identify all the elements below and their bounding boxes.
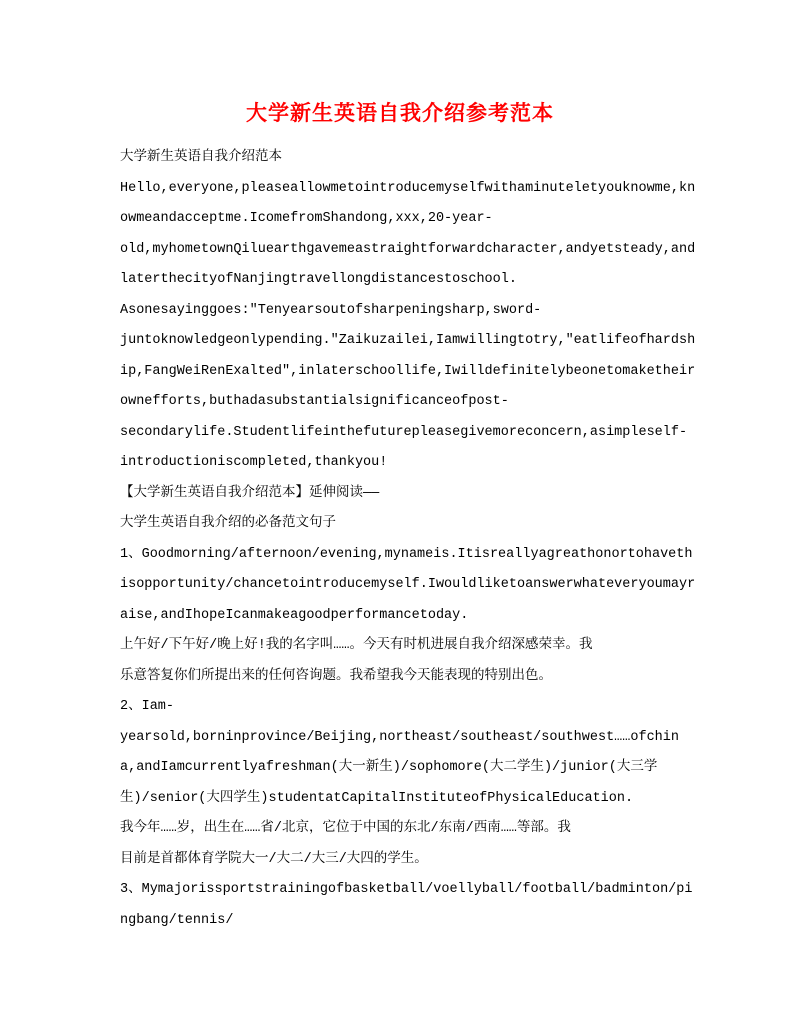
text-line: introductioniscompleted,thankyou! (120, 455, 388, 470)
text-line: aise,andIhopeIcanmakeagoodperformancetoday. (120, 607, 469, 623)
text-line: 上午好/下午好/晚上好!我的名字叫……。今天有时机进展自我介绍深感荣幸。我 (120, 638, 593, 653)
document-title: 大学新生英语自我介绍参考范本 (246, 101, 554, 125)
document-body (120, 143, 695, 936)
text-line: secondarylife.Studentlifeinthefuturepleasegivemoreconcern,asimpleself- (120, 424, 688, 440)
text-line: old,myhometownQiluearthgavemeastraightforwardcharacter,andyetsteady,and (120, 241, 696, 257)
text-line: 大学生英语自我介绍的必备范文句子 (120, 516, 336, 531)
text-line: 目前是首都体育学院大一/大二/大三/大四的学生。 (120, 851, 428, 867)
text-line: a,andIamcurrentlyafreshman(大一新生)/sophomore(大二学生)/junior(大三学 (120, 760, 658, 775)
text-line: Hello,everyone,pleaseallowmetointroducemyselfwithaminuteletyouknowme,kn (120, 180, 696, 196)
text-line: 大学新生英语自我介绍范本 (120, 150, 282, 165)
text-line: 【大学新生英语自我介绍范本】延伸阅读—— (120, 485, 380, 501)
text-line: 乐意答复你们所提出来的任何咨询题。我希望我今天能表现的特别出色。 (120, 668, 552, 684)
text-line: laterthecityofNanjingtravellongdistancestoschool. (120, 272, 517, 287)
text-line: ip,FangWeiRenExalted",inlaterschoollife,Iwilldefinitelybeonetomaketheir (120, 363, 696, 379)
text-line: yearsold,borninprovince/Beijing,northeast/southeast/southwest……ofchin (120, 729, 679, 745)
text-line: juntoknowledgeonlypending."Zaikuzailei,Iamwillingtotry,"eatlifeofhardsh (120, 333, 696, 348)
text-line: 2、Iam- (120, 699, 175, 714)
text-line: ownefforts,buthadasubstantialsignificanceofpost- (120, 394, 509, 409)
text-line: owmeandacceptme.IcomefromShandong,xxx,20-year- (120, 211, 493, 226)
text-line: 生)/senior(大四学生)studentatCapitalInstituteofPhysicalEducation. (120, 790, 634, 806)
text-line: 我今年……岁，出生在……省/北京，它位于中国的东北/东南/西南……等部。我 (120, 821, 571, 836)
text-line: Asonesayinggoes:"Tenyearsoutofsharpeningsharp,sword- (120, 302, 542, 318)
text-line: isopportunity/chancetointroducemyself.Iwouldliketoanswerwhateveryoumayr (120, 577, 696, 592)
text-line: 3、Mymajorissportstrainingofbasketball/voellyball/football/badminton/pi (120, 882, 693, 897)
text-line: ngbang/tennis/ (120, 912, 234, 928)
text-line: 1、Goodmorning/afternoon/evening,mynameis.Itisreallyagreathonortohaveth (120, 546, 693, 562)
